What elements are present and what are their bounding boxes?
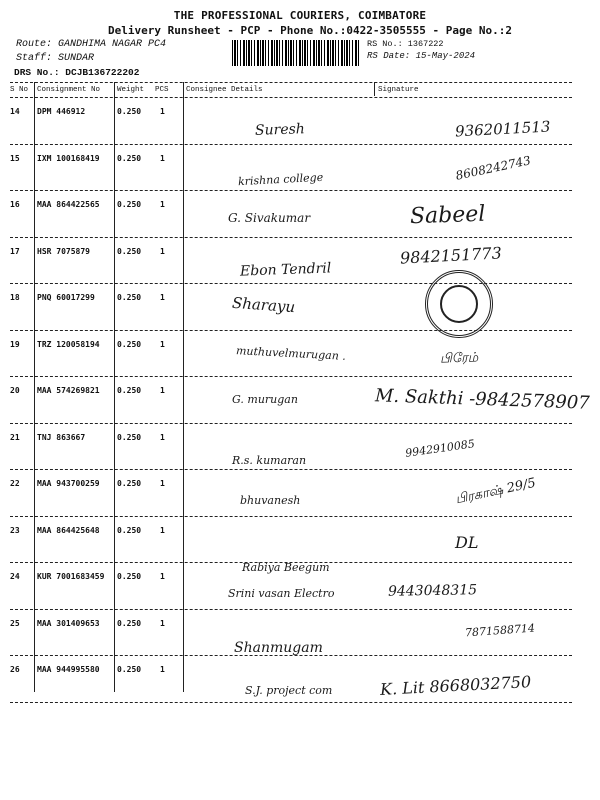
row-signature: 9443048315 bbox=[387, 582, 478, 600]
row-sno: 23 bbox=[10, 525, 20, 535]
row-signature: பிரகாஷ் 29/5 bbox=[454, 475, 538, 508]
row-consignee: Ebon Tendril bbox=[239, 259, 332, 280]
row-weight: 0.250 bbox=[117, 246, 142, 256]
company-title: THE PROFESSIONAL COURIERS, COIMBATORE bbox=[173, 9, 427, 22]
row-sno: 19 bbox=[10, 339, 20, 349]
row-weight: 0.250 bbox=[117, 339, 142, 349]
barcode bbox=[232, 40, 360, 66]
col-consignment-header: Consignment No bbox=[37, 86, 101, 94]
row-consignment-no: MAA 864422565 bbox=[37, 200, 100, 209]
row-signature: K. Lit 8668032750 bbox=[379, 672, 532, 699]
route-label: Route: GANDHIMA NAGAR PC4 bbox=[16, 39, 167, 50]
header-bottom-rule bbox=[10, 97, 572, 98]
row-pcs: 1 bbox=[160, 386, 165, 395]
row-consignment-no: MAA 301409653 bbox=[37, 618, 100, 628]
company-stamp bbox=[425, 270, 493, 338]
table-top-rule bbox=[10, 82, 572, 83]
row-signature: Sabeel bbox=[409, 201, 486, 230]
row-separator bbox=[10, 330, 572, 331]
row-pcs: 1 bbox=[160, 665, 165, 674]
col-weight-header: Weight bbox=[117, 86, 145, 94]
row-consignment-no: PNQ 60017299 bbox=[37, 293, 95, 302]
row-separator bbox=[10, 655, 572, 656]
row-sno: 21 bbox=[10, 432, 20, 442]
rs-number: RS No.: 1367222 bbox=[367, 39, 444, 49]
row-signature: DL bbox=[455, 532, 479, 552]
row-signature: 9842151773 bbox=[399, 242, 503, 268]
row-weight: 0.250 bbox=[117, 432, 142, 442]
row-weight: 0.250 bbox=[117, 153, 142, 163]
row-consignment-no: MAA 943700259 bbox=[37, 479, 100, 488]
row-sno: 17 bbox=[10, 246, 20, 256]
row-separator bbox=[10, 144, 572, 145]
row-sno: 18 bbox=[10, 293, 20, 302]
row-consignee: G. murugan bbox=[232, 393, 298, 406]
col-sno-header: S No bbox=[10, 86, 29, 94]
col-pcs-header: PCS bbox=[155, 86, 169, 94]
row-weight: 0.250 bbox=[117, 479, 142, 488]
row-pcs: 1 bbox=[160, 200, 165, 209]
row-weight: 0.250 bbox=[117, 386, 142, 395]
row-sno: 25 bbox=[10, 618, 20, 628]
row-pcs: 1 bbox=[160, 339, 165, 349]
row-pcs: 1 bbox=[160, 618, 165, 628]
col-divider bbox=[114, 82, 115, 692]
row-separator bbox=[10, 702, 572, 703]
row-signature: 8608242743 bbox=[454, 152, 532, 183]
stamp-core bbox=[440, 285, 478, 323]
row-pcs: 1 bbox=[160, 432, 165, 442]
row-separator bbox=[10, 562, 572, 563]
row-pcs: 1 bbox=[160, 246, 165, 256]
row-sno: 15 bbox=[10, 153, 20, 163]
row-weight: 0.250 bbox=[117, 665, 142, 674]
row-sno: 24 bbox=[10, 572, 20, 581]
row-separator bbox=[10, 423, 572, 424]
row-separator bbox=[10, 609, 572, 610]
row-consignee: Rabiya Beegum bbox=[242, 560, 330, 574]
row-weight: 0.250 bbox=[117, 618, 142, 628]
row-consignee: krishna college bbox=[237, 170, 324, 188]
row-pcs: 1 bbox=[160, 107, 165, 116]
row-consignee: G. Sivakumar bbox=[228, 211, 311, 225]
runsheet-subtitle: Delivery Runsheet - PCP - Phone No.:0422-3505555 - Page No.:2 bbox=[108, 24, 512, 37]
row-consignee: muthuvelmurugan . bbox=[235, 343, 347, 363]
row-consignment-no: MAA 574269821 bbox=[37, 386, 100, 395]
row-consignment-no: TNJ 863667 bbox=[37, 432, 86, 442]
row-pcs: 1 bbox=[160, 525, 165, 535]
row-weight: 0.250 bbox=[117, 200, 142, 209]
row-pcs: 1 bbox=[160, 479, 165, 488]
row-separator bbox=[10, 516, 572, 517]
row-consignment-no: MAA 944995580 bbox=[37, 665, 100, 674]
row-sno: 26 bbox=[10, 665, 20, 674]
row-signature: 7871588714 bbox=[464, 621, 536, 639]
rs-date: RS Date: 15-May-2024 bbox=[367, 51, 476, 61]
row-pcs: 1 bbox=[160, 153, 165, 163]
row-sno: 14 bbox=[10, 107, 20, 116]
col-signature-header: Signature bbox=[378, 86, 419, 94]
row-signature: 9362011513 bbox=[454, 117, 551, 141]
row-pcs: 1 bbox=[160, 293, 165, 302]
col-divider bbox=[34, 82, 35, 692]
row-weight: 0.250 bbox=[117, 293, 142, 302]
row-consignee: Srini vasan Electro bbox=[228, 587, 335, 600]
staff-label: Staff: SUNDAR bbox=[16, 53, 95, 64]
drs-number: DRS No.: DCJB136722202 bbox=[14, 67, 140, 78]
row-signature: M. Sakthi -9842578907 bbox=[374, 385, 591, 414]
row-separator bbox=[10, 283, 572, 284]
row-consignee: R.s. kumaran bbox=[232, 453, 307, 467]
row-signature: பிரேம் bbox=[439, 349, 479, 367]
row-separator bbox=[10, 469, 572, 470]
row-consignment-no: HSR 7075879 bbox=[37, 246, 90, 256]
row-pcs: 1 bbox=[160, 572, 165, 581]
row-consignee: S.J. project com bbox=[245, 684, 333, 697]
col-divider bbox=[183, 82, 184, 692]
row-sno: 20 bbox=[10, 386, 20, 395]
row-weight: 0.250 bbox=[117, 107, 142, 116]
row-separator bbox=[10, 376, 572, 377]
row-consignment-no: MAA 864425648 bbox=[37, 525, 100, 535]
row-consignment-no: IXM 100168419 bbox=[37, 153, 100, 163]
row-separator bbox=[10, 237, 572, 238]
row-consignee: Shanmugam bbox=[234, 639, 323, 656]
row-consignee: Sharayu bbox=[231, 293, 296, 317]
row-consignee: bhuvanesh bbox=[240, 494, 301, 507]
row-separator bbox=[10, 190, 572, 191]
row-sno: 22 bbox=[10, 479, 20, 488]
row-signature: 9942910085 bbox=[404, 436, 476, 460]
row-consignment-no: DPM 446912 bbox=[37, 107, 86, 116]
row-consignment-no: TRZ 120058194 bbox=[37, 339, 100, 349]
row-consignment-no: KUR 7001683459 bbox=[37, 572, 105, 581]
col-divider bbox=[374, 82, 375, 96]
row-weight: 0.250 bbox=[117, 572, 142, 581]
row-consignee: Suresh bbox=[254, 121, 306, 139]
row-sno: 16 bbox=[10, 200, 20, 209]
col-consignee-header: Consignee Details bbox=[186, 86, 263, 94]
row-weight: 0.250 bbox=[117, 525, 142, 535]
